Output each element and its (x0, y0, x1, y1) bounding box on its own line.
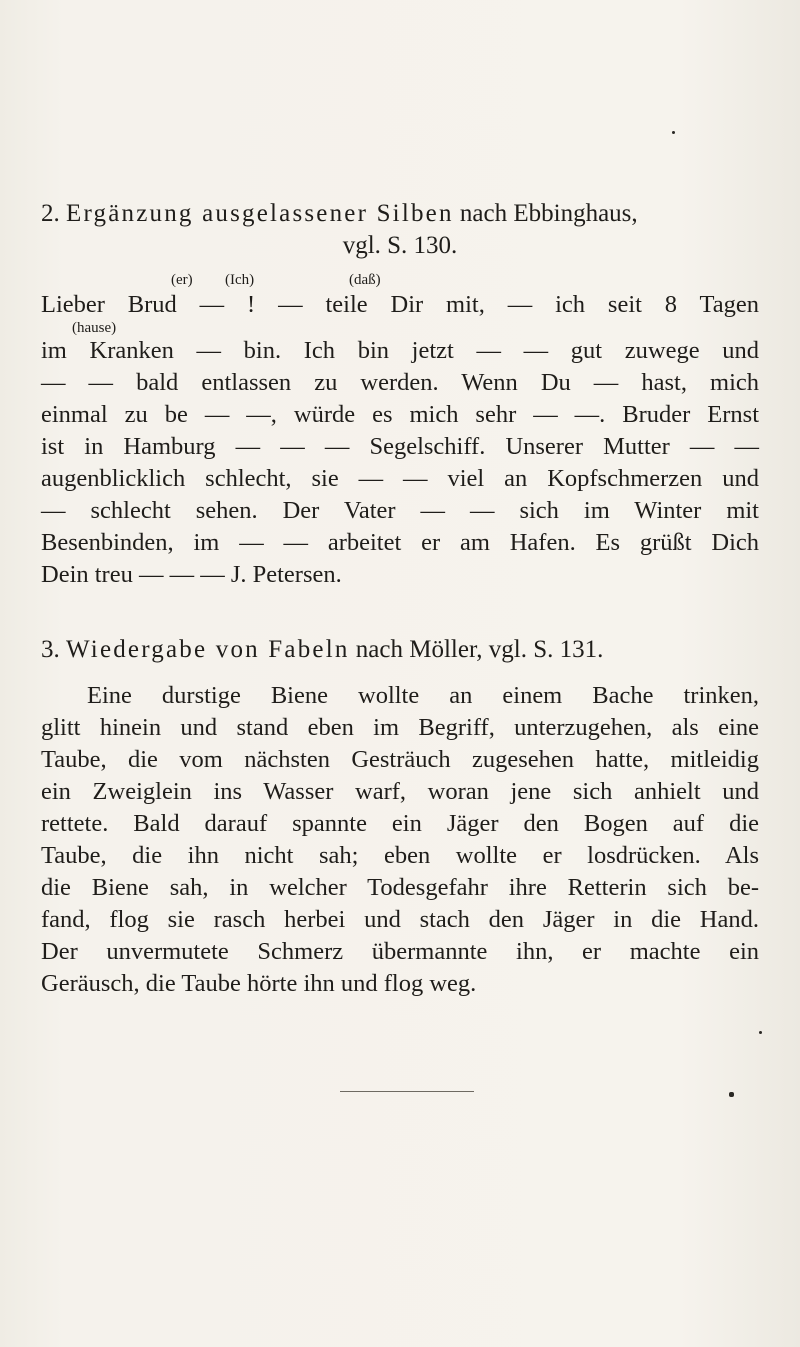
annotation-hause: (hause) (72, 320, 117, 336)
section-3-title-rest: nach Möller, vgl. S. 131. (349, 636, 604, 663)
section-3-number: 3. (41, 636, 66, 663)
section-2-line: — schlecht sehen. Der Vater — — sich im Winter mit (41, 497, 759, 524)
paper-speck (672, 131, 675, 134)
section-2-heading (41, 198, 759, 230)
paper-speck (729, 1092, 734, 1097)
section-2-heading-block (41, 198, 759, 262)
paper-speck (759, 1031, 762, 1034)
section-3-line: Taube, die ihn nicht sah; eben wollte er losdrücken. Als (41, 842, 759, 869)
section-2-reference: vgl. S. 130. (342, 232, 458, 259)
section-2-title-spaced: Ergänzung ausgelassener Silben (66, 200, 454, 227)
section-2-line: Besenbinden, im — — arbeitet er am Hafen. Es grüßt Dich (41, 529, 759, 556)
section-3-title-spaced: Wiedergabe von Fabeln (66, 636, 350, 663)
section-2-line: — — bald entlassen zu werden. Wenn Du — hast, mich (41, 369, 759, 396)
section-2-title-rest: nach Ebbinghaus, (453, 200, 638, 227)
annotation-ich: (Ich) (225, 272, 255, 288)
section-2-number: 2. (41, 200, 66, 227)
section-2-line: im Kranken — bin. Ich bin jetzt — — gut zuwege und (41, 337, 759, 364)
section-2-line: augenblicklich schlecht, sie — — viel an Kopfschmerzen und (41, 465, 759, 492)
section-2-line: einmal zu be — —, würde es mich sehr — —. Bruder Ernst (41, 401, 759, 428)
section-3-line: ein Zweiglein ins Wasser warf, woran jene sich anhielt und (41, 778, 759, 805)
section-3-line: fand, flog sie rasch herbei und stach den Jäger in die Hand. (41, 906, 759, 933)
section-3-line: Der unvermutete Schmerz übermannte ihn, er machte ein (41, 938, 759, 965)
separator-rule (340, 1091, 474, 1092)
section-2-line: Lieber Brud — ! — teile Dir mit, — ich seit 8 Tagen (41, 291, 759, 318)
annotation-dass: (daß) (349, 272, 381, 288)
section-3-line: glitt hinein und stand eben im Begriff, unterzugehen, als eine (41, 714, 759, 741)
section-3-line: Taube, die vom nächsten Gesträuch zugesehen hatte, mitleidig (41, 746, 759, 773)
section-2-line-last: Dein treu — — — J. Petersen. (41, 561, 342, 588)
section-3-line: die Biene sah, in welcher Todesgefahr ihre Retterin sich be- (41, 874, 759, 901)
annotation-er: (er) (171, 272, 193, 288)
section-3-heading-block (41, 634, 759, 666)
section-2-line: ist in Hamburg — — — Segelschiff. Unserer Mutter — — (41, 433, 759, 460)
section-3-line-first: Eine durstige Biene wollte an einem Bache trinken, (87, 682, 759, 709)
section-3-heading (41, 634, 759, 666)
section-3-line: rettete. Bald darauf spannte ein Jäger den Bogen auf die (41, 810, 759, 837)
section-3-line-last: Geräusch, die Taube hörte ihn und flog weg. (41, 970, 477, 997)
